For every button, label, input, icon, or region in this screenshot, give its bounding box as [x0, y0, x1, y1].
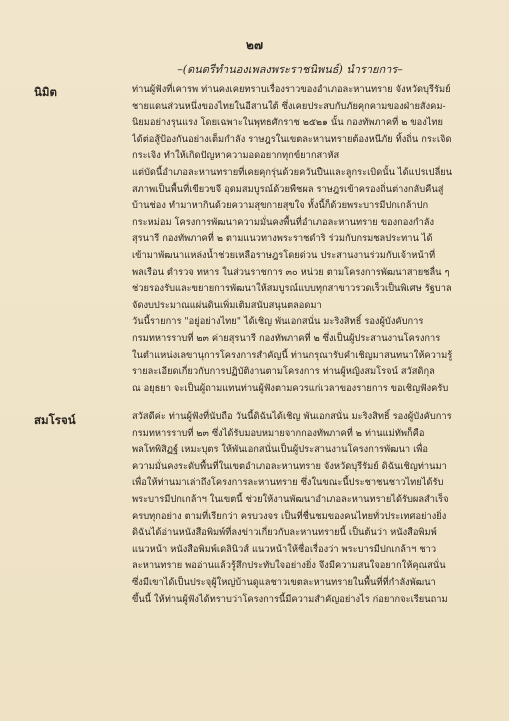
speech-block-nimit — [132, 82, 480, 397]
text-line: กระหม่อม โครงการพัฒนาความมั่นคงพื้นที่อำเภอละหานทราย ของกองกำลัง — [132, 216, 435, 228]
text-line: แนวหน้า หนังสือพิมพ์เดลินิวส์ แนวหน้าให้ชื่อเรื่องว่า พระบารมีปกเกล้าฯ ชาว — [132, 543, 437, 555]
text-line: กระเจิง ทำให้เกิดปัญหาความอดอยากทุกข์ยากสาหัส — [132, 150, 340, 162]
program-subtitle: –(ดนตรีทำนองเพลงพระราชนิพนธ์) นำรายการ– — [177, 63, 403, 76]
text-line: ความมั่นคงระดับพื้นที่ในเขตอำเภอละหานทราย จังหวัดบุรีรัมย์ ดิฉันเชิญท่านมา — [132, 460, 447, 472]
text-line: พระบารมีปกเกล้าฯ ในเขตนี้ ช่วยให้งานพัฒนาอำเภอละหานทรายได้รับผลสำเร็จ — [132, 493, 449, 505]
speaker-name-nimit: นิมิต — [34, 85, 57, 99]
text-line: ดิฉันได้อ่านหนังสือพิมพ์ที่ลงข่าวเกี่ยวกับละหานทรายนี้ เป็นต้นว่า หนังสือพิมพ์ — [132, 527, 437, 539]
text-line: ชายแดนส่วนหนึ่งของไทยในอีสานใต้ ซึ่งเคยประสบกับภัยคุกคามของฝ่ายสังคม- — [132, 100, 446, 112]
text-line: บ้านช่อง ทำมาหากินด้วยความสุขกายสุขใจ ทั้งนี้ก็ด้วยพระบารมีปกเกล้าปก — [132, 200, 429, 212]
text-line: ครบทุกอย่าง ตามที่เรียกว่า ครบวงจร เป็นที่ชื่นชมของคนไทยทั่วประเทศอย่างยิ่ง — [132, 510, 447, 522]
text-line: กรมทหารราบที่ ๒๓ ค่ายสุรนารี กองทัพภาคที่ ๒ ซึ่งเป็นผู้ประสานงานโครงการ — [132, 332, 441, 344]
text-line: สวัสดีค่ะ ท่านผู้ฟังที่นับถือ วันนี้ดิฉันได้เชิญ พันเอกสนั่น มะริงสิทธิ์ รองผู้บังคับการ — [132, 411, 452, 422]
text-line: นิยมอย่างรุนแรง โดยเฉพาะในพุทธศักราช ๒๕๒๑ นั้น กองทัพภาคที่ ๒ ของไทย — [132, 117, 444, 129]
text-line: สุรนารี กองทัพภาคที่ ๒ ตามแนวทางพระราชดำริ ร่วมกับกรมชลประทาน ได้ — [132, 233, 433, 245]
text-line: วันนี้รายการ "อยู่อย่างไทย" ได้เชิญ พันเอกสนั่น มะริงสิทธิ์ รองผู้บังคับการ — [132, 316, 424, 328]
text-line: ได้ต่อสู้ป้องกันอย่างเต็มกำลัง ราษฎรในเขตละหานทรายต้องหนีภัย ทิ้งถิ่น กระเจิด — [132, 133, 452, 145]
text-line: ขึ้นนี้ ให้ท่านผู้ฟังได้ทราบว่าโครงการนี้มีความสำคัญอย่างไร ก่อยากจะเรียนถาม — [132, 593, 448, 605]
speech-block-somroj — [132, 409, 480, 608]
text-line: เพื่อให้ท่านมาเล่าถึงโครงการละหานทราย ซึ่งในขณะนี้ประชาชนชาวไทยได้รับ — [132, 477, 444, 489]
text-line: จัดงบประมาณแผ่นดินเพิ่มเติมสนับสนุนตลอดมา — [132, 299, 322, 311]
text-line: ในตำแหน่งเลขานุการโครงการสำคัญนี้ ท่านกรุณารับคำเชิญมาสนทนาให้ความรู้ — [132, 349, 453, 361]
text-line: ช่วยรองรับและขยายการพัฒนาให้สมบูรณ์แบบทุกสาขาวรวดเร็วเป็นพิเศษ รัฐบาล — [132, 283, 452, 295]
text-line: พลโทพิสิฏฐ์ เหมะบุตร ให้พันเอกสนั่นเป็นผู้ประสานงานโครงการพัฒนา เพื่อ — [132, 444, 428, 456]
text-line: พลเรือน ตำรวจ ทหาร ในส่วนราชการ ๓๐ หน่วย ตามโครงการพัฒนาสายชลื่น ๆ — [132, 266, 450, 278]
text-line: เข้ามาพัฒนาแหล่งน้ำช่วยเหลือราษฎรโดยด่วน ประสานงานร่วมกับเจ้าหน้าที่ — [132, 249, 436, 261]
text-line: รายละเอียดเกี่ยวกับการปฏิบัติงานตามโครงการ ท่านผู้หญิงสมโรจน์ สวัสดิกุล — [132, 366, 435, 378]
text-line: ซึ่งมีเขาได้เป็นประจุผู้ใหญ่บ้านดูแลชาวเขตละหานทรายในพื้นที่ที่กำลังพัฒนา — [132, 576, 436, 588]
text-line: ท่านผู้ฟังที่เคารพ ท่านคงเคยทราบเรื่องราวของอำเภอละหานทราย จังหวัดบุรีรัมย์ — [132, 84, 451, 95]
text-line: ละหานทราย พออ่านแล้วรู้สึกประทับใจอย่างยิ่ง จึงมีความสนใจอยากให้คุณสนั่น — [132, 560, 446, 572]
speaker-name-somroj: สมโรจน์ — [34, 413, 76, 427]
text-line: แต่บัดนี้อำเภอละหานทรายที่เคยคุกรุ่นด้วยควันปืนและลูกระเบิดนั้น ได้แปรเปลี่ยน — [132, 166, 453, 178]
page-number: ๒๗ — [246, 38, 263, 52]
text-line: กรมทหารราบที่ ๒๓ ซึ่งได้รับมอบหมายจากกองทัพภาคที่ ๒ ท่านแม่ทัพก็คือ — [132, 427, 425, 439]
text-line: สภาพเป็นพื้นที่เขียวขจี อุดมสมบูรณ์ด้วยพืชผล ราษฎรเข้าครองถิ่นต่างกลับคืนสู่ — [132, 183, 444, 195]
text-line: ณ อยุธยา จะเป็นผู้ถามแทนท่านผู้ฟังตามควรแก่เวลาของรายการ ขอเชิญฟังครับ — [132, 382, 449, 394]
